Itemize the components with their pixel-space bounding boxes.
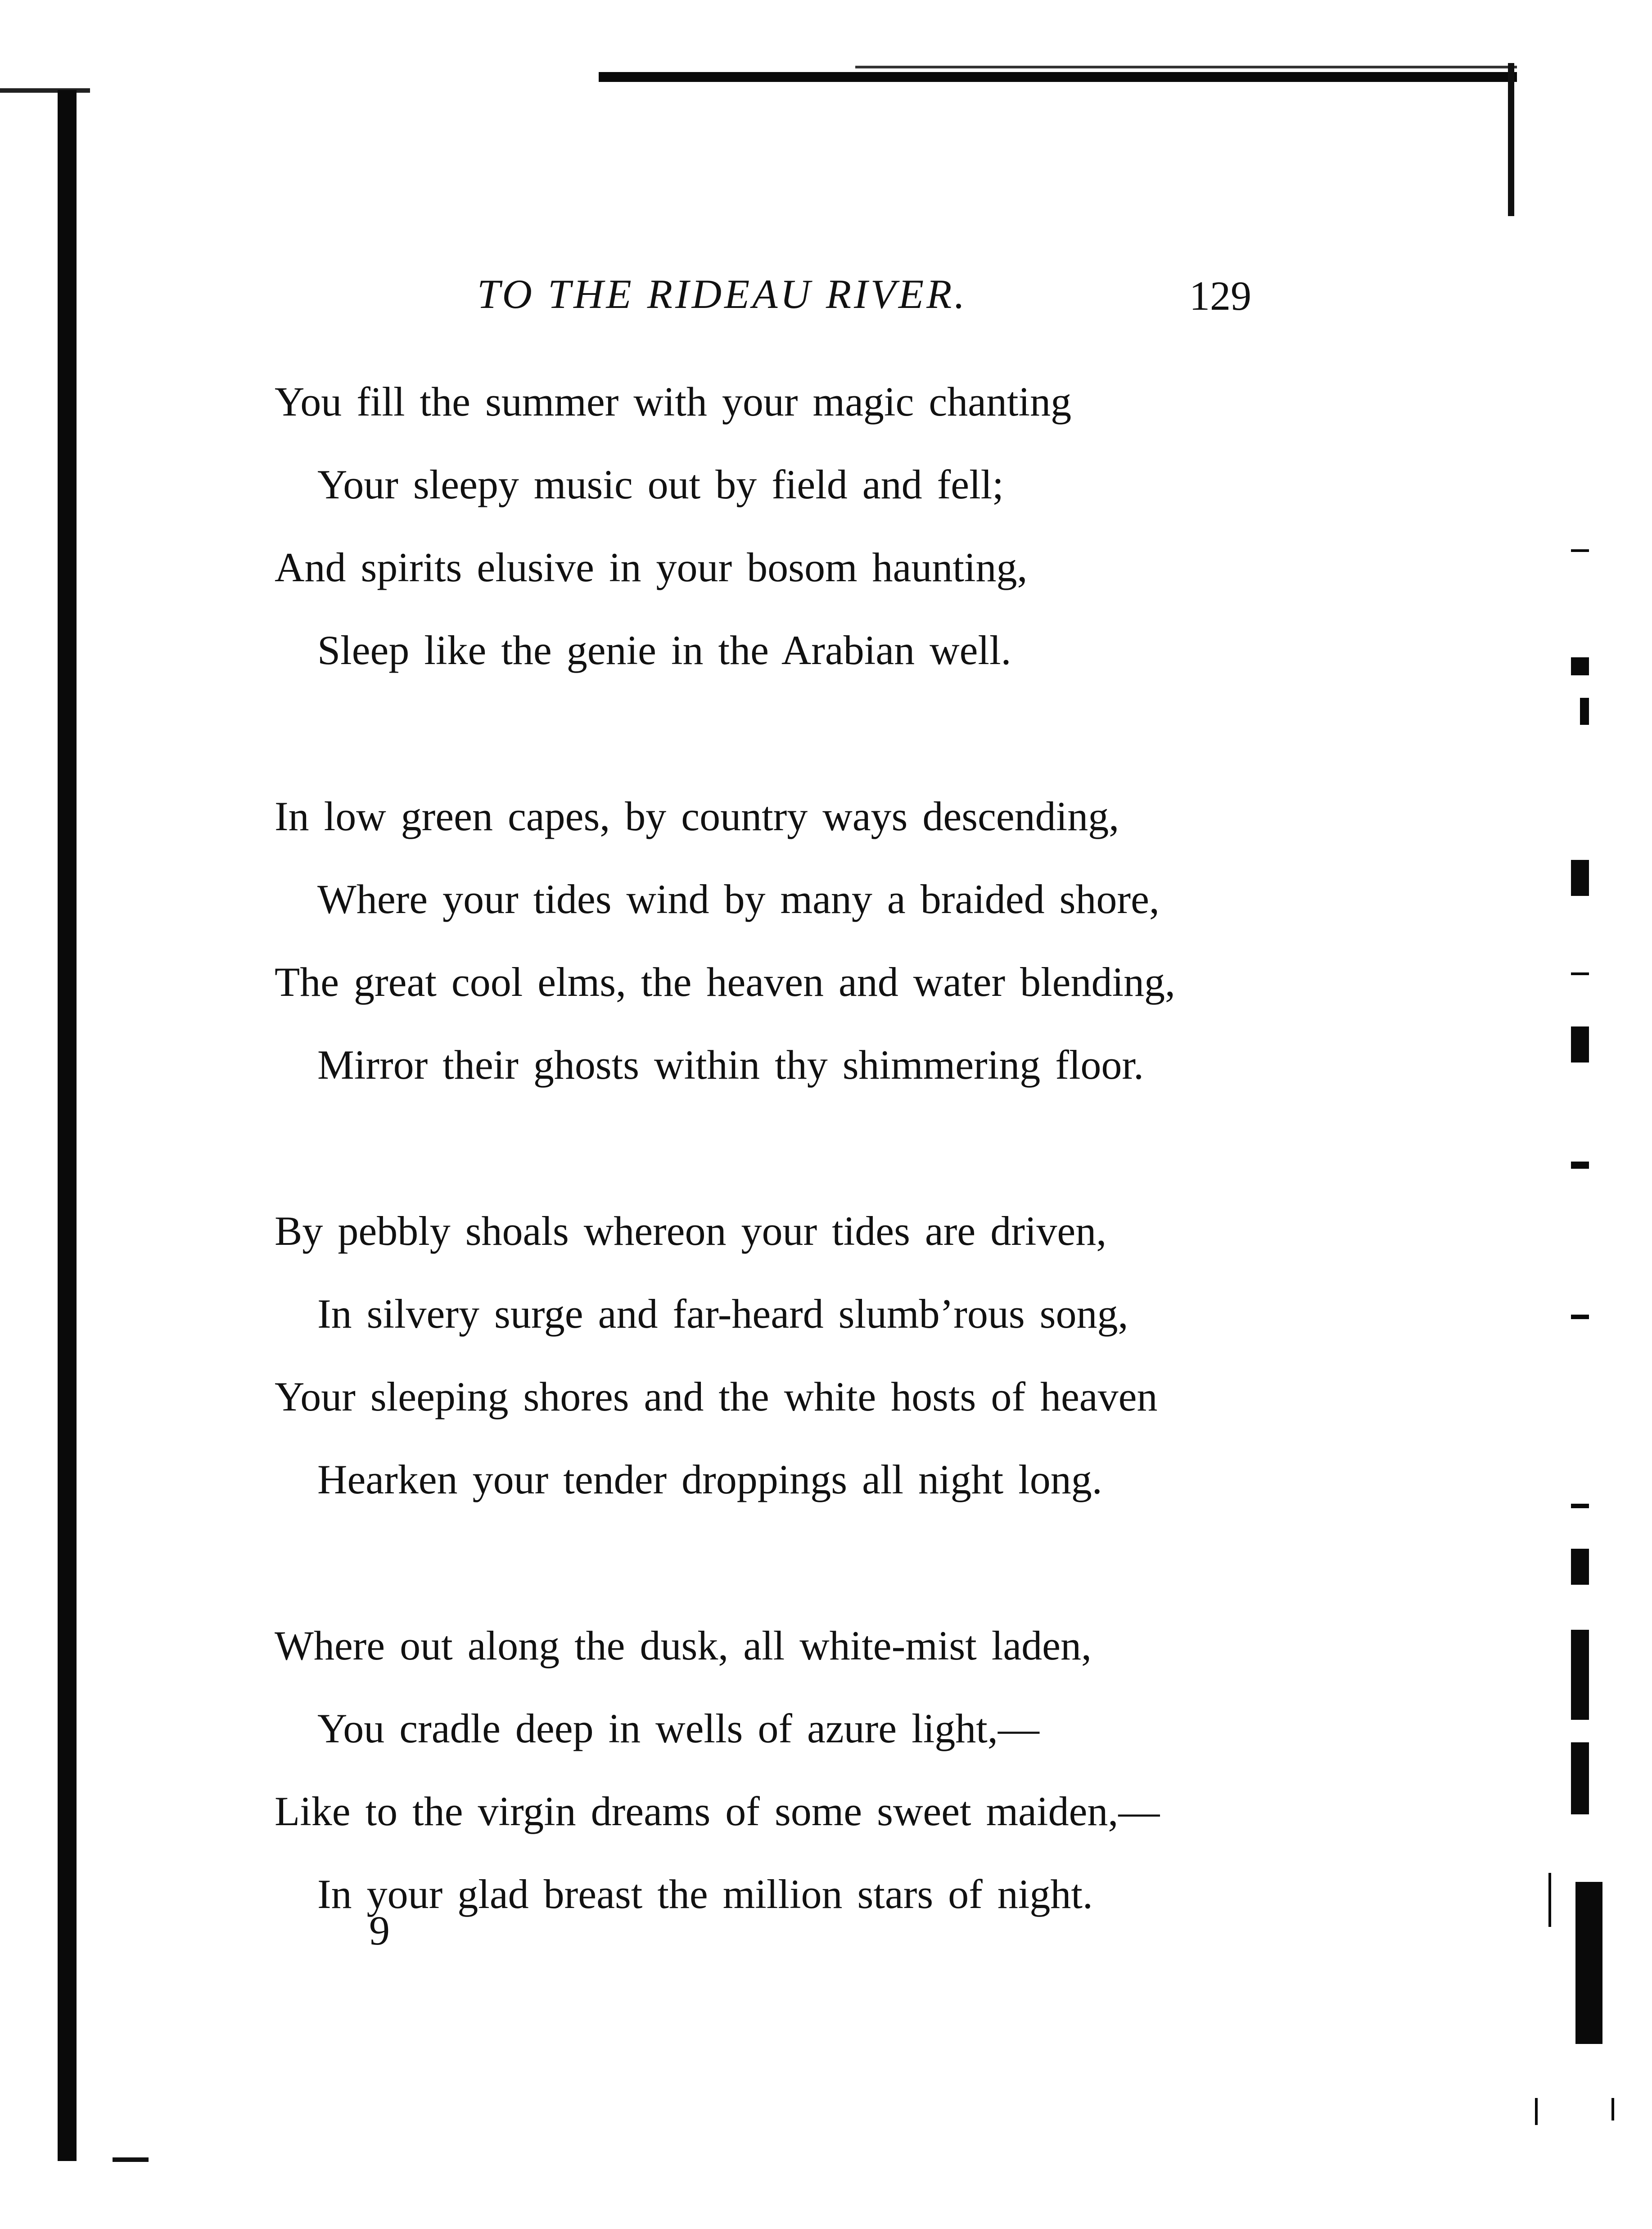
running-title: TO THE RIDEAU RIVER. (477, 271, 968, 317)
running-head (477, 270, 1251, 329)
poem-line: And spirits elusive in your bosom haunting, (275, 544, 1028, 590)
poem-line: Your sleepy music out by field and fell; (317, 461, 1004, 507)
poem-line: By pebbly shoals whereon your tides are driven, (275, 1208, 1107, 1254)
signature-mark: 9 (369, 1908, 390, 1953)
stanza-3 (275, 1189, 1445, 1521)
stanza-2 (275, 775, 1445, 1106)
poem-line: In your glad breast the million stars of night. (317, 1871, 1093, 1917)
poem-line: In silvery surge and far-heard slumb’rous song, (317, 1291, 1128, 1337)
binding-shadow-left (58, 90, 77, 2161)
poem-line: Hearken your tender droppings all night long. (317, 1456, 1102, 1502)
poem-line: Sleep like the genie in the Arabian well. (317, 627, 1011, 673)
poem-line: You fill the summer with your magic chanting (275, 379, 1072, 425)
poem-line: Your sleeping shores and the white hosts of heaven (275, 1374, 1158, 1420)
page-edge-right-top (1508, 63, 1514, 216)
poem-line: Mirror their ghosts within thy shimmering floor. (317, 1042, 1144, 1088)
stanza-4 (275, 1604, 1445, 1935)
poem-line: You cradle deep in wells of azure light,— (317, 1705, 1039, 1751)
scan-edge-mark (113, 2157, 149, 2162)
poem-body (275, 360, 1445, 2019)
stanza-1 (275, 360, 1445, 692)
poem-line: The great cool elms, the heaven and water blending, (275, 959, 1176, 1005)
poem-line: Where your tides wind by many a braided shore, (317, 876, 1160, 922)
poem-line: In low green capes, by country ways descending, (275, 793, 1119, 839)
scan-edge-mark (0, 88, 90, 93)
page-number: 129 (1189, 273, 1251, 319)
poem-line: Like to the virgin dreams of some sweet maiden,— (275, 1788, 1160, 1834)
scan-edge-mark (855, 66, 1517, 68)
poem-line: Where out along the dusk, all white-mist laden, (275, 1623, 1092, 1668)
page-edge-top (599, 72, 1517, 82)
scan-edge-marks-right (1521, 315, 1629, 2206)
